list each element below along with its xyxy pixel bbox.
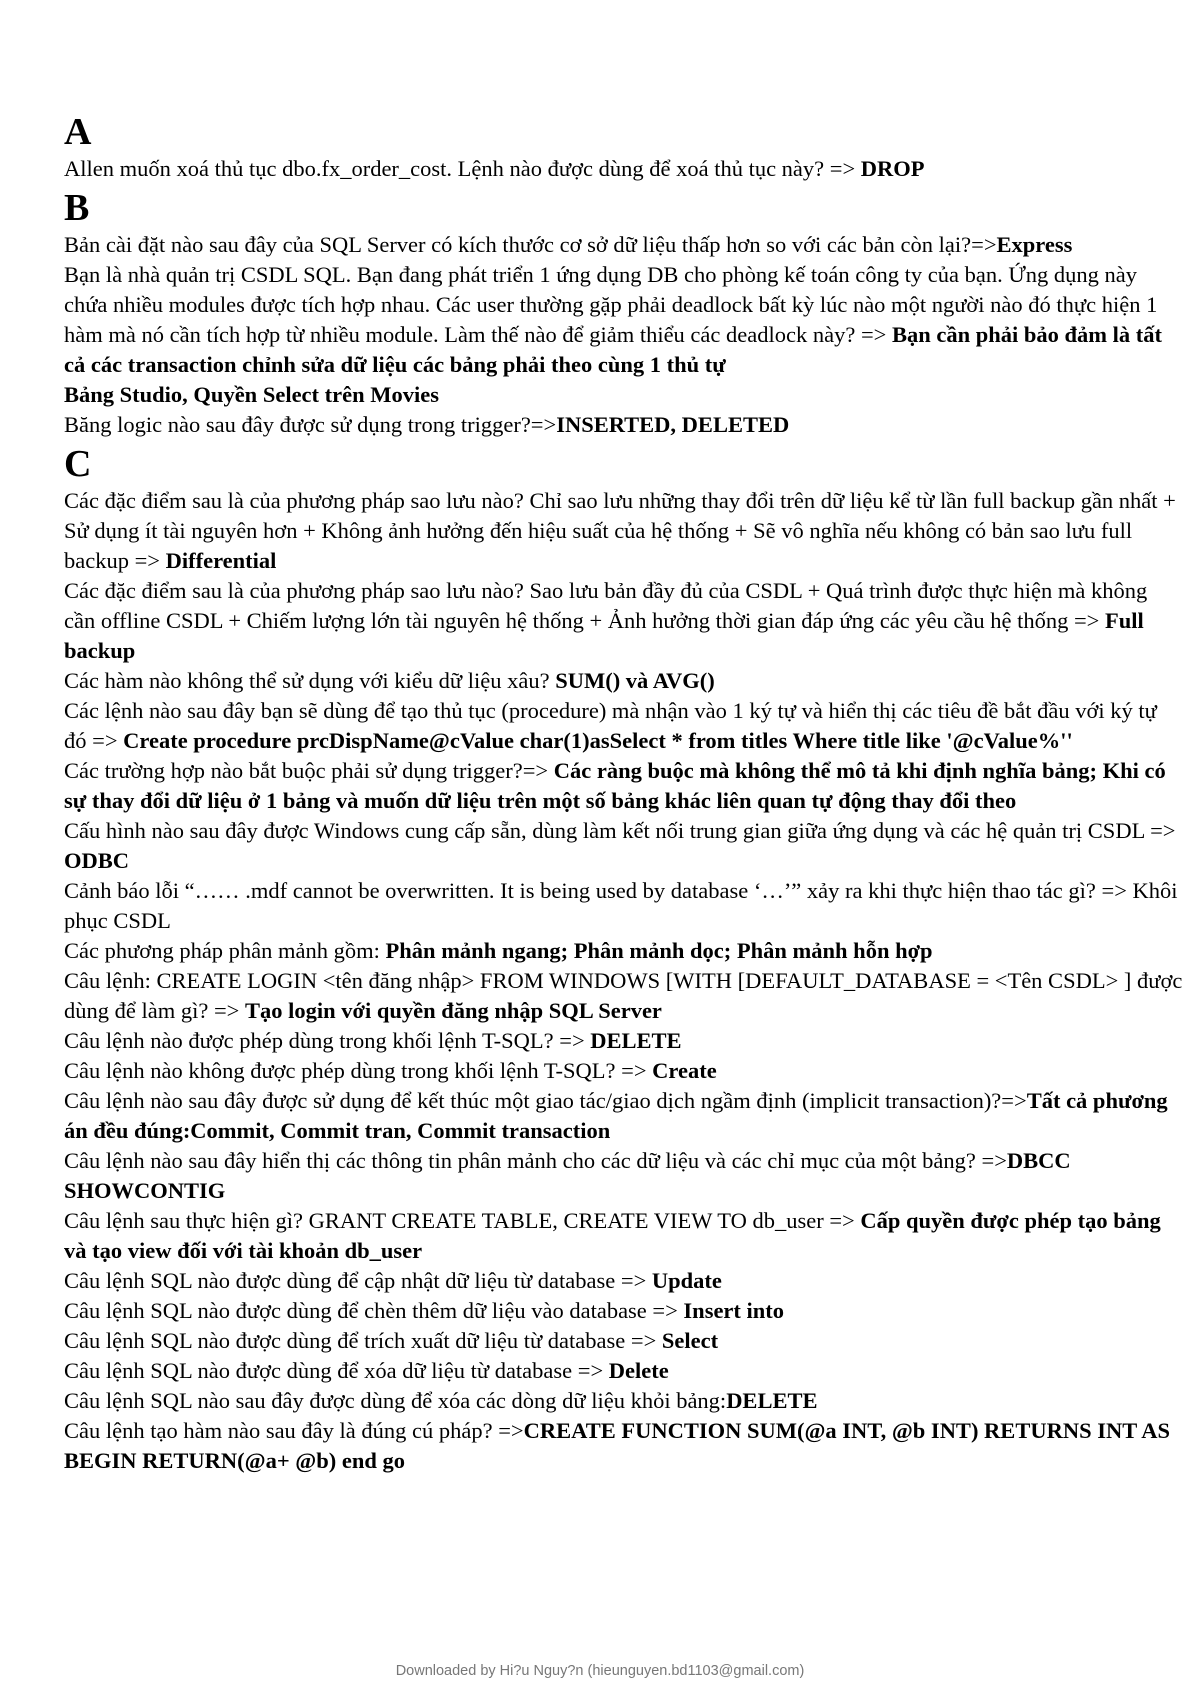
qa-entry — [64, 576, 1184, 666]
answer-text: Các ràng buộc mà không thể mô tả khi định nghĩa bảng; Khi có sự thay đổi dữ liệu ở 1 bảng và muốn dữ liệu trên một số bảng khác liên quan tự động thay đổi theo — [64, 758, 1166, 813]
question-text: Câu lệnh nào sau đây hiển thị các thông tin phân mảnh cho các dữ liệu và các chỉ mục của một bảng? => — [64, 1148, 1007, 1173]
question-text: Cấu hình nào sau đây được Windows cung cấp sẵn, dùng làm kết nối trung gian giữa ứng dụng và các hệ quản trị CSDL => — [64, 818, 1176, 843]
answer-text: INSERTED, DELETED — [556, 412, 790, 437]
question-text: Các trường hợp nào bắt buộc phải sử dụng trigger?=> — [64, 758, 554, 783]
answer-text: Tạo login với quyền đăng nhập SQL Server — [244, 998, 662, 1023]
answer-text: Express — [996, 232, 1073, 257]
answer-text: DBCC SHOWCONTIG — [64, 1148, 1071, 1203]
qa-entry — [64, 1356, 1184, 1386]
qa-entry — [64, 816, 1184, 876]
qa-entry — [64, 1386, 1184, 1416]
qa-entry — [64, 876, 1184, 936]
answer-text: Cấp quyền được phép tạo bảng và tạo view đối với tài khoản db_user — [64, 1208, 1161, 1263]
answer-text: Update — [651, 1268, 722, 1293]
question-text: Băng logic nào sau đây được sử dụng trong trigger?=> — [64, 412, 557, 437]
question-text: Câu lệnh SQL nào được dùng để trích xuất dữ liệu từ database => — [64, 1328, 662, 1353]
question-text: Câu lệnh nào được phép dùng trong khối lệnh T-SQL? => — [64, 1028, 591, 1053]
qa-entry — [64, 154, 1184, 184]
qa-entry — [64, 1086, 1184, 1146]
answer-text: Select — [661, 1328, 719, 1353]
answer-text: CREATE FUNCTION SUM(@a INT, @b INT) RETURNS INT AS BEGIN RETURN(@a+ @b) end go — [64, 1418, 1170, 1473]
question-text: Các hàm nào không thể sử dụng với kiểu dữ liệu xâu? — [64, 668, 556, 693]
answer-text: DELETE — [726, 1388, 818, 1413]
qa-entry — [64, 1266, 1184, 1296]
question-text: Câu lệnh: CREATE LOGIN <tên đăng nhập> FROM WINDOWS [WITH [DEFAULT_DATABASE = <Tên CSDL> ] được dùng để làm gì? => — [64, 968, 1183, 1023]
answer-text: Differential — [165, 548, 277, 573]
question-text: Các đặc điểm sau là của phương pháp sao lưu nào? Chỉ sao lưu những thay đổi trên dữ liệu kể từ lần full backup gần nhất + Sử dụng ít tài nguyên hơn + Không ảnh hưởng đến hiệu suất của hệ thống + Sẽ vô nghĩa nếu không có bản sao lưu full backup => — [64, 488, 1176, 573]
qa-entry — [64, 1296, 1184, 1326]
qa-entry — [64, 380, 1184, 410]
qa-entry — [64, 1026, 1184, 1056]
qa-entry — [64, 1146, 1184, 1206]
document-body — [64, 108, 1184, 1476]
question-text: Câu lệnh nào không được phép dùng trong khối lệnh T-SQL? => — [64, 1058, 653, 1083]
qa-entry — [64, 1326, 1184, 1356]
question-text: Câu lệnh SQL nào được dùng để xóa dữ liệu từ database => — [64, 1358, 609, 1383]
question-text: Câu lệnh tạo hàm nào sau đây là đúng cú pháp? => — [64, 1418, 524, 1443]
answer-text: Phân mảnh ngang; Phân mảnh dọc; Phân mảnh hỗn hợp — [385, 938, 933, 963]
answer-text: Bạn cần phải bảo đảm là tất cả các transaction chỉnh sửa dữ liệu các bảng phải theo cùng 1 thủ tự — [64, 322, 1163, 377]
section-letter: B — [64, 187, 90, 229]
question-text: Các đặc điểm sau là của phương pháp sao lưu nào? Sao lưu bản đầy đủ của CSDL + Quá trình được thực hiện mà không cần offline CSDL + Chiếm lượng lớn tài nguyên hệ thống + Ảnh hưởng thời gian đáp ứng các yêu cầu hệ thống => — [64, 578, 1148, 633]
answer-text: ODBC — [64, 848, 130, 873]
question-text: Các lệnh nào sau đây bạn sẽ dùng để tạo thủ tục (procedure) mà nhận vào 1 ký tự và hiển thị các tiêu đề bắt đầu với ký tự đó => — [64, 698, 1157, 753]
qa-entry — [64, 756, 1184, 816]
question-text: Bản cài đặt nào sau đây của SQL Server có kích thước cơ sở dữ liệu thấp hơn so với các bản còn lại?=> — [64, 232, 997, 257]
answer-text: Create — [652, 1058, 717, 1083]
question-text: Câu lệnh SQL nào được dùng để cập nhật dữ liệu từ database => — [64, 1268, 652, 1293]
download-footer: Downloaded by Hi?u Nguy?n (hieunguyen.bd1103@gmail.com) — [395, 1663, 805, 1679]
question-text: Câu lệnh nào sau đây được sử dụng để kết thúc một giao tác/giao dịch ngầm định (implicit transaction)?=> — [64, 1088, 1027, 1113]
question-text: Bạn là nhà quản trị CSDL SQL. Bạn đang phát triển 1 ứng dụng DB cho phòng kế toán công ty của bạn. Ứng dụng này chứa nhiều modules được tích hợp nhau. Các user thường gặp phải deadlock bất kỳ lúc nào một người nào đó thực hiện 1 hàm mà nó cần tích hợp từ nhiều module. Làm thế nào để giảm thiểu các deadlock này? => — [64, 262, 1158, 347]
question-text: Câu lệnh SQL nào sau đây được dùng để xóa các dòng dữ liệu khỏi bảng: — [64, 1388, 727, 1413]
qa-entry — [64, 1416, 1184, 1476]
answer-text: Full backup — [64, 608, 1144, 663]
qa-entry — [64, 1206, 1184, 1266]
answer-text: DROP — [860, 156, 925, 181]
qa-entry — [64, 230, 1184, 260]
answer-text: SUM() và AVG() — [555, 668, 715, 693]
question-text: Các phương pháp phân mảnh gồm: — [64, 938, 386, 963]
question-text: Allen muốn xoá thủ tục dbo.fx_order_cost. Lệnh nào được dùng để xoá thủ tục này? => — [64, 156, 861, 181]
qa-entry — [64, 1056, 1184, 1086]
answer-text: Tất cả phương án đều đúng:Commit, Commit tran, Commit transaction — [64, 1088, 1168, 1143]
qa-entry — [64, 966, 1184, 1026]
answer-text: Delete — [608, 1358, 669, 1383]
qa-entry — [64, 486, 1184, 576]
qa-entry — [64, 696, 1184, 756]
qa-entry — [64, 666, 1184, 696]
qa-entry — [64, 410, 1184, 440]
section-letter: A — [64, 111, 92, 153]
question-text: Câu lệnh sau thực hiện gì? GRANT CREATE TABLE, CREATE VIEW TO db_user => — [64, 1208, 861, 1233]
answer-text: Insert into — [683, 1298, 785, 1323]
answer-text: Create procedure prcDispName@cValue char(1)asSelect * from titles Where title like '@cValue%'' — [123, 728, 1073, 753]
question-text: Cảnh báo lỗi “…… .mdf cannot be overwritten. It is being used by database ‘…’” xảy ra khi thực hiện thao tác gì? => Khôi phục CSDL — [64, 878, 1178, 933]
qa-entry — [64, 936, 1184, 966]
answer-text: DELETE — [590, 1028, 682, 1053]
question-text: Câu lệnh SQL nào được dùng để chèn thêm dữ liệu vào database => — [64, 1298, 684, 1323]
qa-entry — [64, 260, 1184, 380]
answer-text: Bảng Studio, Quyền Select trên Movies — [64, 382, 439, 407]
section-letter: C — [64, 443, 92, 485]
